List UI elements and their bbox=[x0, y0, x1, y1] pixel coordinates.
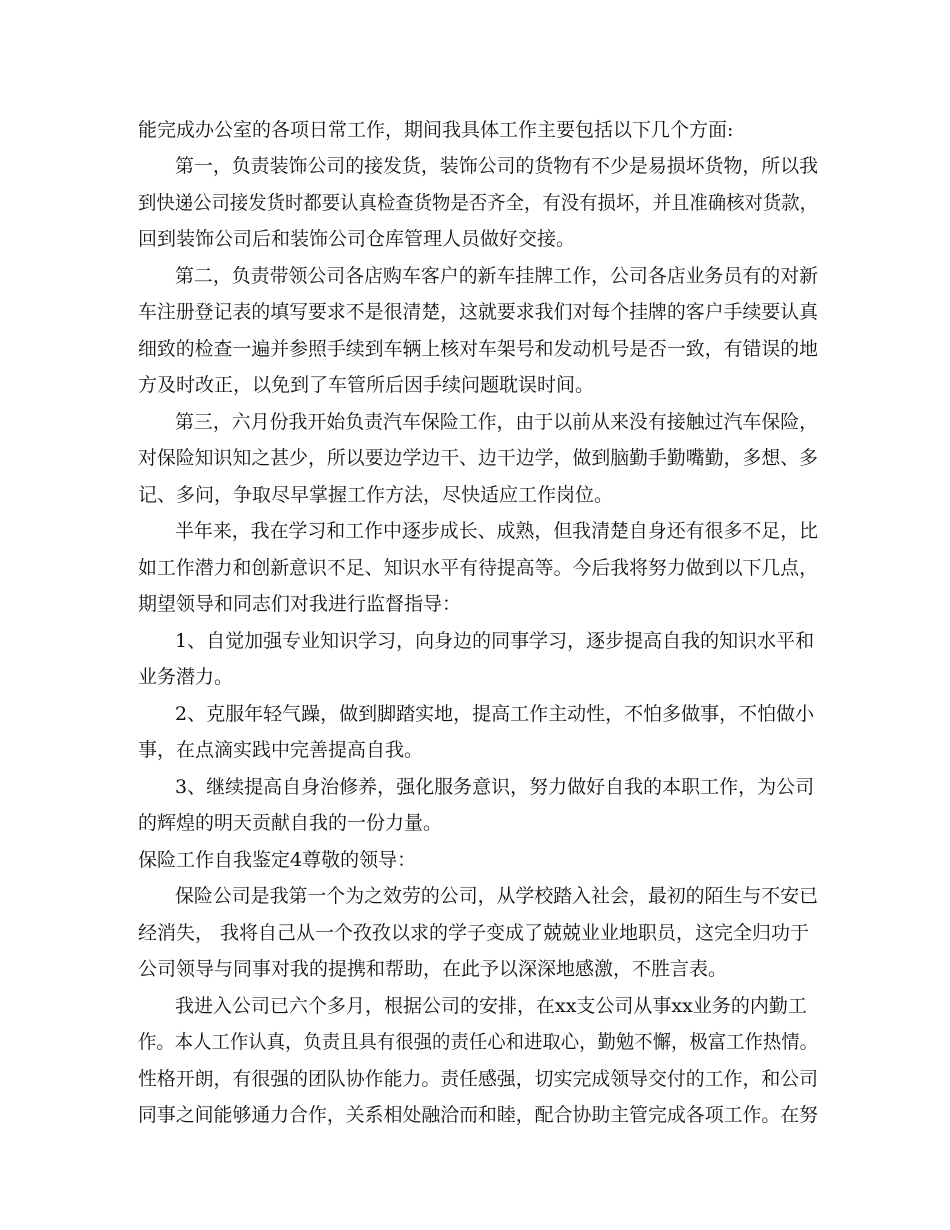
text-line: 细致的检查一遍并参照手续到车辆上核对车架号和发动机号是否一致，有错误的地 bbox=[138, 338, 819, 360]
text-line: 公司领导与同事对我的提携和帮助，在此予以深深地感激，不胜言表。 bbox=[138, 958, 728, 980]
text-line: 到快递公司接发货时都要认真检查货物是否齐全，有没有损坏，并且准确核对货款， bbox=[138, 192, 819, 214]
text-line: 半年来，我在学习和工作中逐步成长、成熟，但我清楚自身还有很多不足，比 bbox=[175, 520, 819, 542]
text-line: 3、继续提高自身治修养，强化服务意识，努力做好自我的本职工作，为公司 bbox=[175, 776, 815, 798]
text-line: 对保险知识知之甚少，所以要边学边干、边干边学，做到脑勤手勤嘴勤，多想、多 bbox=[138, 447, 819, 469]
text-line: 2、克服年轻气躁，做到脚踏实地，提高工作主动性，不怕多做事，不怕做小 bbox=[175, 703, 815, 725]
text-line: 同事之间能够通力合作，关系相处融洽而和睦，配合协助主管完成各项工作。在努 bbox=[138, 1104, 819, 1126]
text-line: 能完成办公室的各项日常工作，期间我具体工作主要包括以下几个方面: bbox=[138, 119, 734, 141]
text-line: 我进入公司已六个多月，根据公司的安排，在xx支公司从事xx业务的内勤工 bbox=[175, 995, 807, 1017]
text-line: 1、自觉加强专业知识学习，向身边的同事学习，逐步提高自我的知识水平和 bbox=[175, 630, 815, 652]
text-line: 期望领导和同志们对我进行监督指导： bbox=[138, 593, 462, 615]
text-line: 如工作潜力和创新意识不足、知识水平有待提高等。今后我将努力做到以下几点， bbox=[138, 557, 819, 579]
text-line: 记、多问，争取尽早掌握工作方法，尽快适应工作岗位。 bbox=[138, 484, 614, 506]
text-line: 车注册登记表的填写要求不是很清楚，这就要求我们对每个挂牌的客户手续要认真 bbox=[138, 301, 819, 323]
text-line: 第三，六月份我开始负责汽车保险工作，由于以前从来没有接触过汽车保险， bbox=[175, 411, 819, 433]
text-line: 作。本人工作认真，负责且具有很强的责任心和进取心，勤勉不懈，极富工作热情。 bbox=[138, 1031, 819, 1053]
text-line: 经消失， 我将自己从一个孜孜以求的学子变成了兢兢业业地职员，这完全归功于 bbox=[138, 922, 810, 944]
section-heading: 保险工作自我鉴定4尊敬的领导： bbox=[138, 849, 417, 871]
text-line: 第二，负责带领公司各店购车客户的新车挂牌工作，公司各店业务员有的对新 bbox=[175, 265, 819, 287]
text-line: 第一，负责装饰公司的接发货，装饰公司的货物有不少是易损坏货物，所以我 bbox=[175, 155, 819, 177]
text-line: 回到装饰公司后和装饰公司仓库管理人员做好交接。 bbox=[138, 228, 576, 250]
text-line: 方及时改正，以免到了车管所后因手续问题耽误时间。 bbox=[138, 374, 595, 396]
text-line: 的辉煌的明天贡献自我的一份力量。 bbox=[138, 812, 443, 834]
text-line: 性格开朗，有很强的团队协作能力。责任感强，切实完成领导交付的工作，和公司 bbox=[138, 1068, 819, 1090]
text-line: 业务潜力。 bbox=[138, 666, 234, 688]
text-line: 事，在点滴实践中完善提高自我。 bbox=[138, 739, 424, 761]
text-line: 保险公司是我第一个为之效劳的公司，从学校踏入社会，最初的陌生与不安已 bbox=[175, 885, 819, 907]
